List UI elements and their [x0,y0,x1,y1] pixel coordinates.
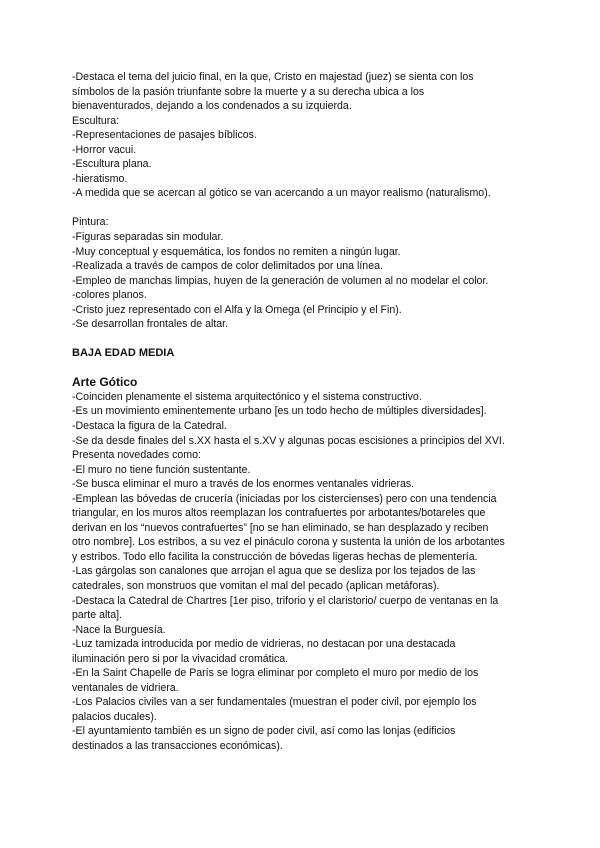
text-line: -Emplean las bóvedas de crucería (iniciadas por los cistercienses) pero con una tendencia [72,492,497,505]
text-line: -Los Palacios civiles van a ser fundamentales (muestran el poder civil, por ejemplo los [72,696,477,709]
text-line: -Es un movimiento eminentemente urbano [es un todo hecho de múltiples diversidades]. [72,405,487,418]
list-item: -Representaciones de pasajes bíblicos. [72,129,257,142]
list-item: -A medida que se acercan al gótico se van acercando a un mayor realismo (naturalismo). [72,187,491,200]
escultura-section [72,114,534,201]
text-line: iluminación pero si por la vivacidad cromática. [72,652,289,665]
text-line: -En la Saint Chapelle de París se logra eliminar por completo el muro por medio de los [72,667,479,680]
list-item: -Empleo de manchas limpias, huyen de la generación de volumen al no modelar el color. [72,274,489,287]
gotico-title: Arte Gótico [72,375,138,390]
document-page [72,70,534,754]
list-item: -Realizada a través de campos de color delimitados por una línea. [72,260,383,273]
text-line: -El muro no tiene función sustentante. [72,463,251,476]
section-title: BAJA EDAD MEDIA [72,347,175,360]
text-line: derivan en los “nuevos contrafuertes” [no se han eliminado, se han desplazado y reciben [72,521,489,534]
text-line: palacios ducales). [72,710,157,723]
list-item: -Muy conceptual y esquemática, los fondos no remiten a ningún lugar. [72,245,401,258]
text-line: Presenta novedades como: [72,449,201,462]
text-line: -Luz tamizada introducida por medio de vidrieras, no destacan por una destacada [72,638,456,651]
text-line: símbolos de la pasión triunfante sobre la muerte y a su derecha ubica a los [72,85,425,98]
text-line: -Coinciden plenamente el sistema arquitectónico y el sistema constructivo. [72,390,422,403]
text-line: y estribos. Todo ello facilita la construcción de bóvedas ligeras hechas de plementería. [72,550,478,563]
list-item: -Figuras separadas sin modular. [72,230,224,243]
intro-paragraph [72,70,534,114]
text-line: destinados a las transacciones económicas). [72,740,283,753]
list-item: -Cristo juez representado con el Alfa y la Omega (el Principio y el Fin). [72,303,402,316]
list-item: -Se desarrollan frontales de altar. [72,318,229,331]
text-line: triangular, en los muros altos reemplazan los contrafuertes por arbotantes/botareles que [72,507,486,520]
text-line: ventanales de vidriera. [72,681,179,694]
gotico-section [72,375,534,753]
text-line: parte alta]. [72,609,123,622]
text-line: -Destaca la Catedral de Chartres [1er piso, triforio y el claristorio/ cuerpo de ventanas en la [72,594,499,607]
text-line: bienaventurados, dejando a los condenados a su izquierda. [72,100,352,113]
text-line: catedrales, son monstruos que vomitan el mal del pecado (aplican metáforas). [72,580,440,592]
text-line: -El ayuntamiento también es un signo de poder civil, así como las lonjas (edificios [72,725,456,738]
text-line: -Se da desde finales del s.XX hasta el s.XV y algunas pocas escisiones a principios del XVI. [72,434,505,447]
text-line: otro nombre]. Los estribos, a su vez el pináculo corona y sustenta la unión de los arbotantes [72,536,505,549]
list-item: -Horror vacui. [72,143,137,156]
text-line: -Se busca eliminar el muro a través de los enormes ventanales vidrieras. [72,478,415,491]
text-line: -Las gárgolas son canalones que arrojan el agua que se desliza por los tejados de las [72,565,476,578]
list-item: -hieratismo. [72,172,128,185]
text-line: -Destaca el tema del juicio final, en la que, Cristo en majestad (juez) se sienta con los [72,71,474,83]
list-item: -colores planos. [72,289,147,302]
text-line: -Nace la Burguesía. [72,623,166,636]
pintura-section [72,215,534,331]
escultura-label: Escultura: [72,114,120,127]
list-item: -Escultura plana. [72,158,152,171]
text-line: -Destaca la figura de la Catedral. [72,419,227,432]
pintura-label: Pintura: [72,216,109,229]
